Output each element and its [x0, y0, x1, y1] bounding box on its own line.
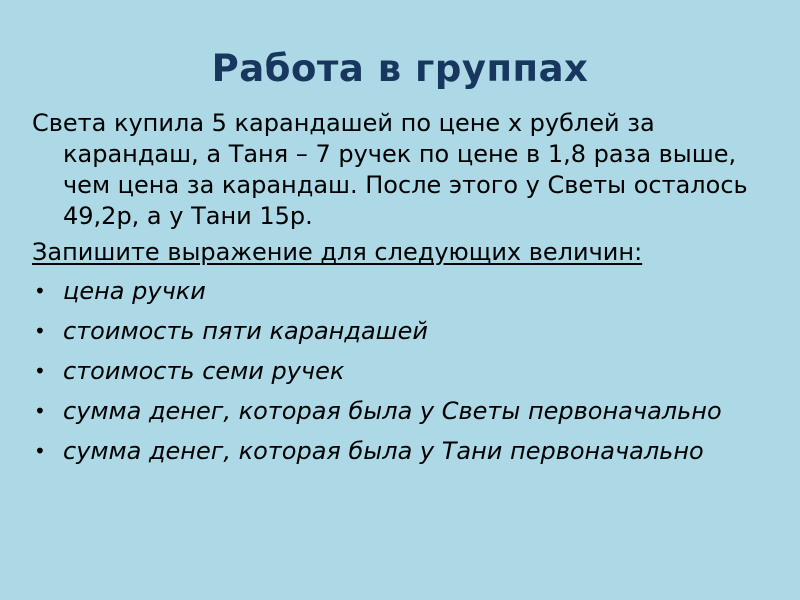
- list-item: [32, 316, 772, 347]
- slide-body: [32, 108, 772, 476]
- bullet-icon: •: [34, 319, 46, 343]
- list-item-text: стоимость пяти карандашей: [63, 317, 428, 345]
- bullet-icon: •: [34, 399, 46, 423]
- list-item: [32, 276, 772, 307]
- list-item-text: цена ручки: [63, 277, 206, 305]
- task-list: [32, 276, 772, 467]
- list-item-text: сумма денег, которая была у Светы первоначально: [63, 397, 722, 425]
- list-item-text: сумма денег, которая была у Тани первоначально: [63, 437, 704, 465]
- list-item-text: стоимость семи ручек: [63, 357, 345, 385]
- bullet-icon: •: [34, 439, 46, 463]
- list-item: [32, 436, 772, 467]
- slide-title: Работа в группах: [211, 47, 589, 90]
- bullet-icon: •: [34, 359, 46, 383]
- bullet-icon: •: [34, 279, 46, 303]
- list-item: [32, 396, 772, 427]
- problem-text: Света купила 5 карандашей по цене x рублей за карандаш, а Таня – 7 ручек по цене в 1,8 раза выше, чем цена за карандаш. После этого у Светы осталось 49,2р, а у Тани 15р.: [32, 109, 748, 230]
- list-item: [32, 356, 772, 387]
- instruction-text: Запишите выражение для следующих величин:: [32, 238, 643, 266]
